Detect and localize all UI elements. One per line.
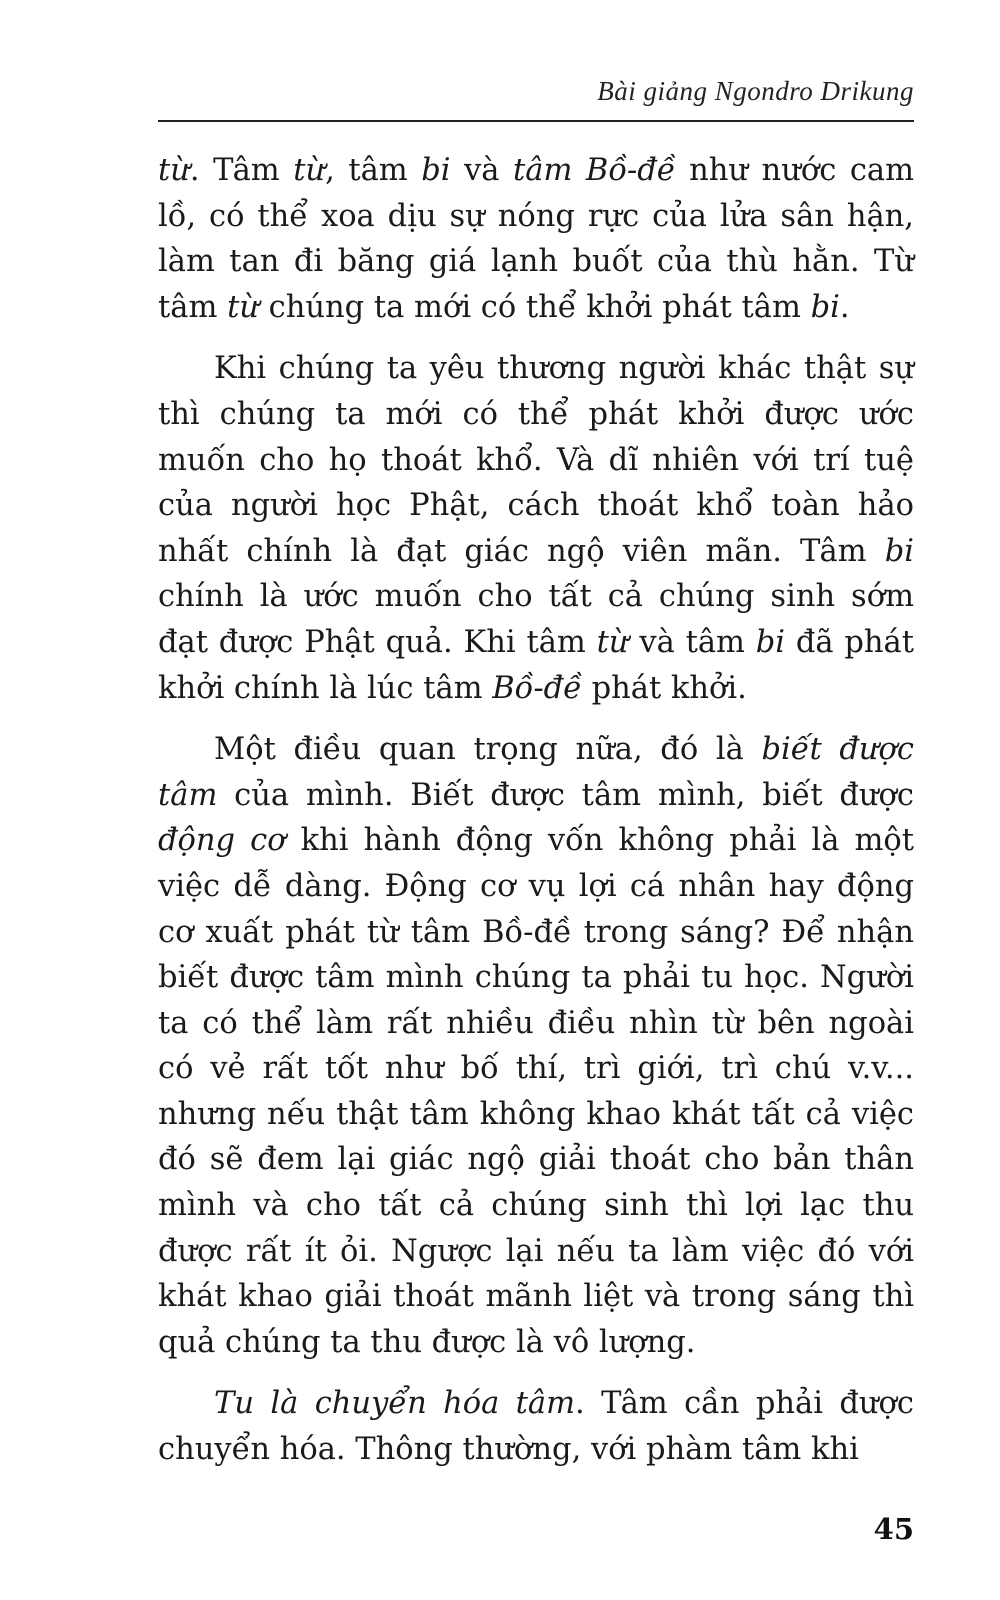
running-title: Bài giảng Ngondro Drikung xyxy=(597,76,914,106)
text-run: chính là ước muốn cho tất cả chúng sinh sớm đạt được Phật quả. Khi tâm xyxy=(158,579,914,660)
italic-text: từ xyxy=(227,289,259,325)
text-run: của mình. Biết được tâm mình, biết được xyxy=(217,777,914,813)
running-header xyxy=(158,72,914,122)
text-run: khi hành động vốn không phải là một việc dễ dàng. Động cơ vụ lợi cá nhân hay động cơ xuất phát từ tâm Bồ-đề trong sáng? Để nhận biết được tâm mình chúng ta phải tu học. Người ta có thể làm rất nhiều điều nhìn từ bên ngoài có vẻ rất tốt như bố thí, trì giới, trì chú v.v... nhưng nếu thật tâm không khao khát tất cả việc đó sẽ đem lại giác ngộ giải thoát cho bản thân mình và cho tất cả chúng sinh thì lợi lạc thu được rất ít ỏi. Ngược lại nếu ta làm việc đó với khát khao giải thoát mãnh liệt và trong sáng thì quả chúng ta thu được là vô lượng. xyxy=(158,823,914,1360)
text-run: chúng ta mới có thể khởi phát tâm xyxy=(258,289,811,325)
text-run: phát khởi. xyxy=(581,670,747,706)
italic-text: từ xyxy=(293,153,326,188)
italic-text: bi xyxy=(421,153,451,188)
italic-text: biết được tâm xyxy=(158,732,914,813)
text-run: Khi chúng ta yêu thương người khác thật sự thì chúng ta mới có thể phát khởi được ước muốn cho họ thoát khổ. Và dĩ nhiên với trí tuệ của người học Phật, cách thoát khổ toàn hảo nhất chính là đạt giác ngộ viên mãn. Tâm xyxy=(158,351,914,569)
italic-text: bi xyxy=(884,533,914,569)
page-number: 45 xyxy=(873,1512,914,1546)
italic-text: từ xyxy=(596,624,629,660)
text-run: . Tâm cần phải được chuyển hóa. Thông thường, với phàm tâm khi xyxy=(158,1386,914,1468)
italic-text: động cơ xyxy=(158,823,286,859)
page-body xyxy=(158,148,914,1489)
paragraph-1 xyxy=(158,148,914,330)
text-run: , tâm xyxy=(325,153,422,188)
text-run: . xyxy=(839,289,850,325)
text-run: như nước cam lồ, có thể xoa dịu sự nóng rực của lửa sân hận, làm tan đi băng giá lạnh buốt của thù hằn. Từ tâm xyxy=(158,153,915,325)
italic-text: Bồ-đề xyxy=(492,670,582,706)
text-run: và xyxy=(450,153,514,188)
italic-text: bi xyxy=(755,624,786,660)
italic-text: Tu là chuyển hóa tâm xyxy=(214,1386,576,1422)
paragraph-3 xyxy=(158,727,914,1365)
text-run: Một điều quan trọng nữa, đó là xyxy=(214,732,762,768)
text-run: . Tâm xyxy=(189,153,294,188)
paragraph-2 xyxy=(158,346,914,711)
italic-text: tâm Bồ-đề xyxy=(513,153,676,188)
paragraph-4 xyxy=(158,1381,914,1472)
text-run: đã phát khởi chính là lúc tâm xyxy=(158,624,914,706)
italic-text: từ xyxy=(158,153,190,188)
italic-text: bi xyxy=(810,289,840,325)
text-run: và tâm xyxy=(628,624,756,660)
